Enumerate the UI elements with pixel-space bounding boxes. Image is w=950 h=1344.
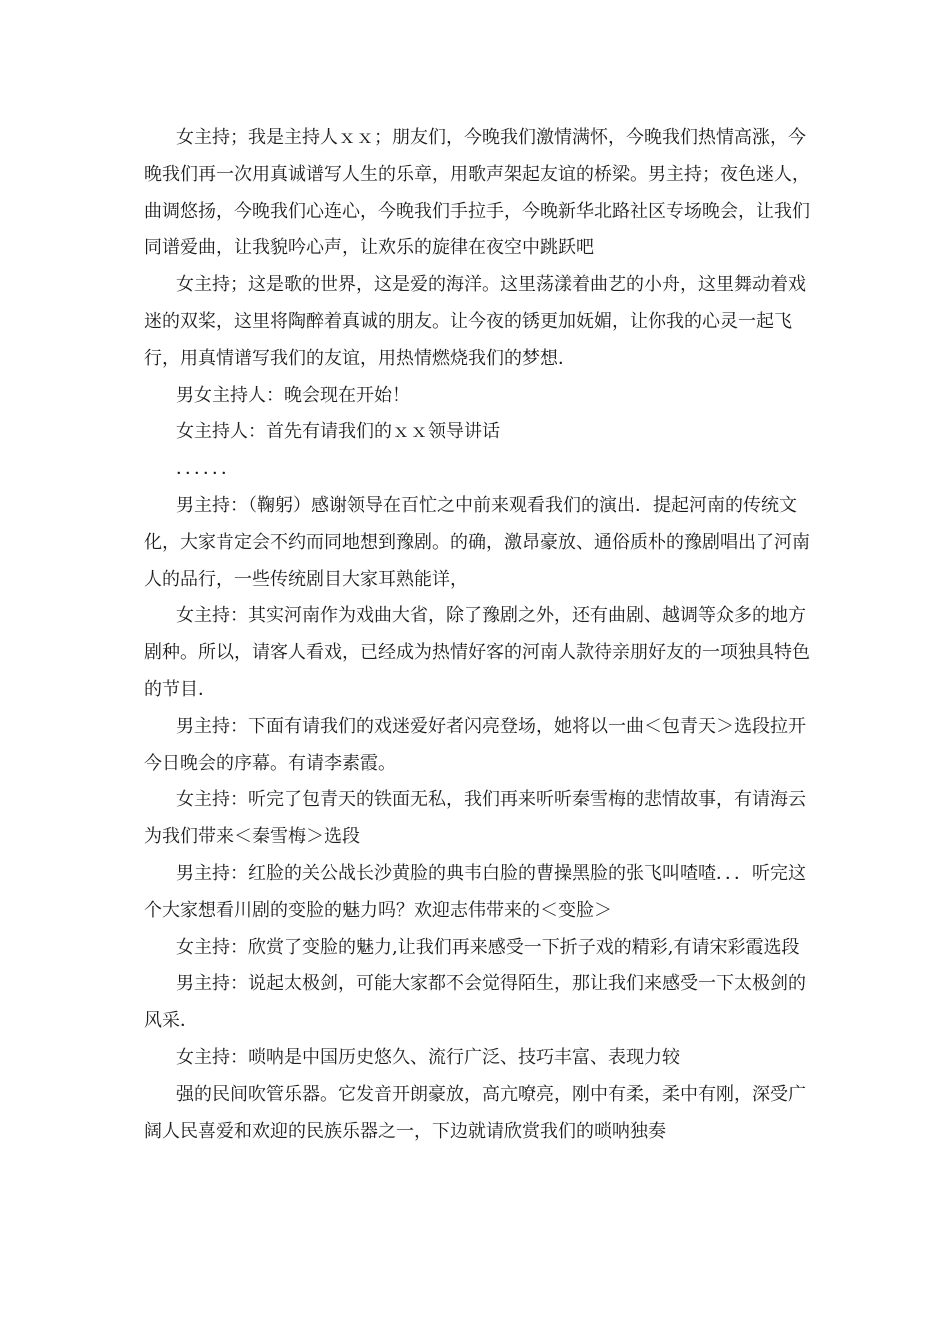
paragraph-6: 男主持：（鞠躬）感谢领导在百忙之中前来观看我们的演出．提起河南的传统文化，大家肯定会不约而同地想到豫剧。的确，激昂豪放、通俗质朴的豫剧唱出了河南人的品行，一些传统剧目大家耳熟能详， [144,494,810,590]
paragraph-5: ．．．．．． [176,458,239,480]
paragraph-2: 女主持；这是歌的世界，这是爱的海洋。这里荡漾着曲艺的小舟，这里舞动着戏迷的双桨，这里将陶醉着真诚的朋友。让今夜的锈更加妩媚，让你我的心灵一起飞行，用真情谱写我们的友谊，用热情燃烧我们的梦想． [144,274,806,369]
paragraph-13: 女主持：唢呐是中国历史悠久、流行广泛、技巧丰富、表现力较 [176,1046,680,1068]
paragraph-11: 女主持：欣赏了变脸的魅力,让我们再来感受一下折子戏的精彩,有请宋彩霞选段 [176,936,800,958]
paragraph-14: 强的民间吹管乐器。它发音开朗豪放，高亢嘹亮，刚中有柔，柔中有刚，深受广阔人民喜爱和欢迎的民族乐器之一，下边就请欣赏我们的唢呐独奏 [144,1083,806,1142]
paragraph-9: 女主持：听完了包青天的铁面无私，我们再来听听秦雪梅的悲情故事，有请海云为我们带来＜秦雪梅＞选段 [144,789,806,848]
paragraph-12: 男主持：说起太极剑，可能大家都不会觉得陌生，那让我们来感受一下太极剑的风采． [144,973,806,1032]
paragraph-1: 女主持；我是主持人ｘｘ；朋友们，今晚我们激情满怀，今晚我们热情高涨，今晚我们再一次用真诚谱写人生的乐章，用歌声架起友谊的桥梁。男主持；夜色迷人，曲调悠扬，今晚我们心连心，今晚我们手拉手，今晚新华北路社区专场晚会，让我们同谱爱曲，让我貌吟心声，让欢乐的旋律在夜空中跳跃吧 [144,127,810,259]
paragraph-7: 女主持：其实河南作为戏曲大省，除了豫剧之外，还有曲剧、越调等众多的地方剧种。所以，请客人看戏，已经成为热情好客的河南人款待亲朋好友的一项独具特色的节目． [144,605,810,700]
document-body [144,120,810,1150]
paragraph-10: 男主持：红脸的关公战长沙黄脸的典韦白脸的曹操黑脸的张飞叫喳喳．．．听完这个大家想看川剧的变脸的魅力吗？欢迎志伟带来的＜变脸＞ [144,862,806,921]
paragraph-8: 男主持：下面有请我们的戏迷爱好者闪亮登场，她将以一曲＜包青天＞选段拉开今日晚会的序幕。有请李素霞。 [144,715,806,774]
paragraph-3: 男女主持人：晚会现在开始！ [176,384,410,406]
paragraph-4: 女主持人：首先有请我们的ｘｘ领导讲话 [176,421,500,443]
